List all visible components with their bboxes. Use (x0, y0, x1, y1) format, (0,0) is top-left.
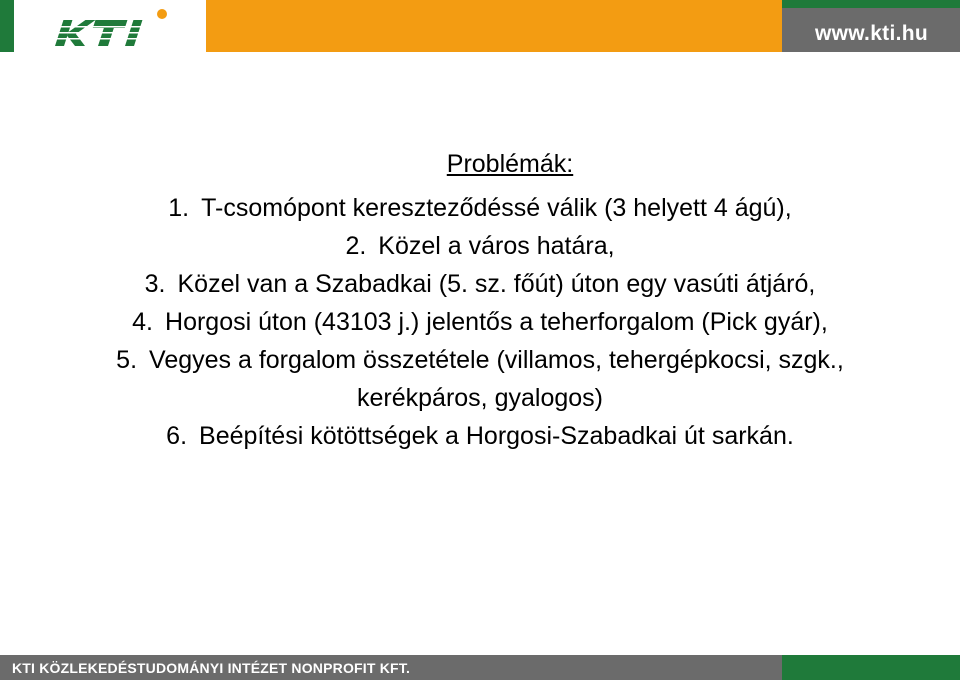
footer-green-band (782, 655, 960, 680)
item-number: 6. (166, 422, 188, 450)
header-bar (0, 0, 960, 52)
header-logo-area (14, 0, 206, 52)
item-text: Közel van a Szabadkai (5. sz. főút) úton egy vasúti átjáró, (177, 270, 816, 298)
item-number: 3. (144, 270, 166, 298)
list-item (0, 270, 960, 299)
item-text: Vegyes a forgalom összetétele (villamos, tehergépkocsi, szgk., (149, 346, 844, 374)
slide-title: Problémák: (446, 150, 574, 178)
website-url[interactable]: www.kti.hu (814, 22, 928, 45)
kti-logo (54, 6, 178, 50)
item-number: 5. (116, 346, 138, 374)
list-item-continuation (0, 384, 960, 413)
item-text: T-csomópont kereszteződéssé válik (3 helyett 4 ágú), (201, 194, 792, 222)
item-text: Beépítési kötöttségek a Horgosi-Szabadkai út sarkán. (199, 422, 794, 450)
footer-bar (0, 655, 960, 680)
footer-organization: KTI KÖZLEKEDÉSTUDOMÁNYI INTÉZET NONPROFIT KFT. (12, 660, 411, 676)
header-green-accent (0, 0, 14, 52)
list-item (0, 422, 960, 451)
header-url-topbar (782, 0, 960, 8)
list-item (0, 194, 960, 223)
item-text: kerékpáros, gyalogos) (357, 384, 603, 412)
logo-dot-icon (157, 9, 167, 19)
list-item (0, 346, 960, 375)
header-orange-band (206, 0, 782, 52)
item-number: 2. (345, 232, 367, 260)
item-text: Közel a város határa, (378, 232, 615, 260)
item-number: 1. (168, 194, 190, 222)
list-item (0, 232, 960, 261)
list-item (0, 308, 960, 337)
item-text: Horgosi úton (43103 j.) jelentős a teherforgalom (Pick gyár), (165, 308, 828, 336)
item-number: 4. (132, 308, 154, 336)
